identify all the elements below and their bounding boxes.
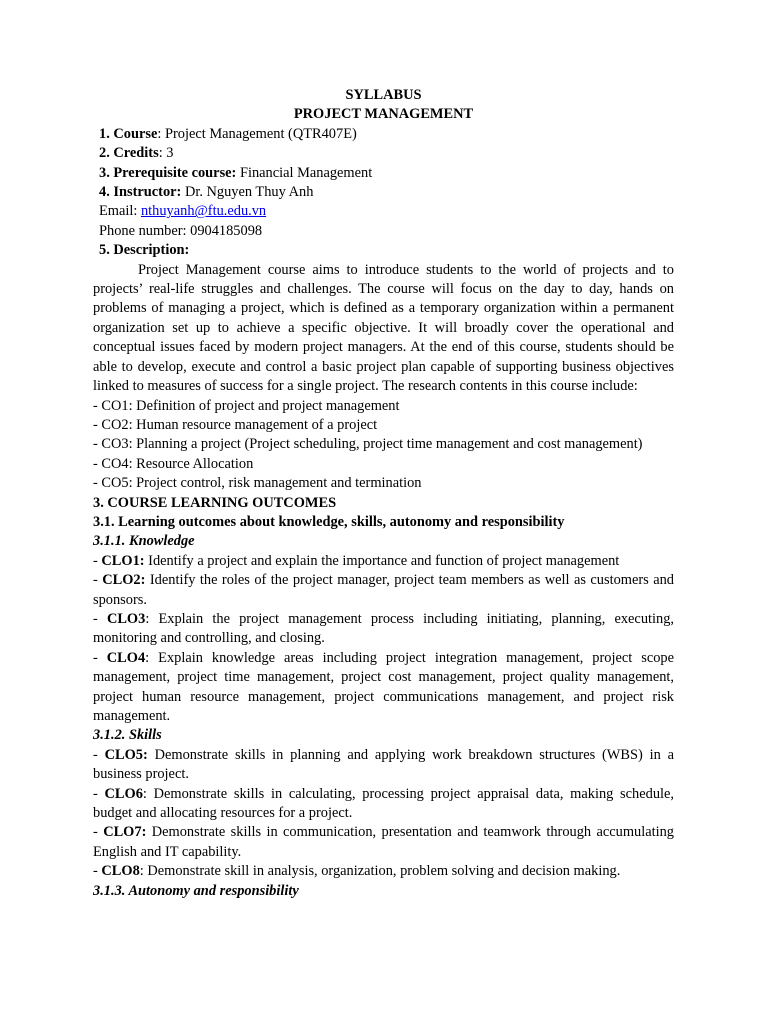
clo-prefix: - [93, 785, 105, 802]
email-link[interactable]: nthuyanh@ftu.edu.vn [140, 203, 267, 220]
clo-item [93, 746, 674, 785]
clo-prefix: - [93, 610, 107, 627]
email-line [99, 202, 674, 221]
description-heading [99, 241, 674, 260]
section-3-heading-text: 3. COURSE LEARNING OUTCOMES [93, 494, 337, 511]
clo-text: : Demonstrate skill in analysis, organization, problem solving and decision making. [139, 863, 621, 880]
clo-text: Demonstrate skills in communication, presentation and teamwork through accumulating English and IT capability. [93, 824, 675, 860]
description-paragraph: Project Management course aims to introduce students to the world of projects and to projects’ real-life struggles and challenges. The course will focus on the day to day, hands on problems of managing a project, which is defined as a temporary organization within a permanent organization set up to achieve a specific objective. It will broadly cover the operational and conceptual issues faced by modern project managers. At the end of this course, students should be able to develop, execute and control a basic project plan capable of supporting business objectives linked to measures of success for a single project. The research contents in this course include: [93, 261, 674, 395]
clo-prefix: - [93, 552, 102, 569]
credits-line [99, 144, 674, 163]
section-3-1-heading-text: 3.1. Learning outcomes about knowledge, skills, autonomy and responsibility [93, 513, 565, 530]
email-label: Email: [99, 203, 141, 220]
clo-item [93, 649, 674, 727]
clo-code: CLO1: [101, 552, 145, 569]
clo-code: CLO4 [106, 649, 146, 666]
clo-text: : Demonstrate skills in calculating, processing project appraisal data, making schedule, budget and allocating resources for a project. [93, 785, 674, 822]
clo-item [93, 785, 674, 824]
section-3-1-heading [93, 513, 674, 532]
course-info [93, 125, 674, 261]
clo-item [93, 571, 674, 610]
clo-code: CLO2: [102, 572, 146, 589]
clo-text: Demonstrate skills in planning and applying work breakdown structures (WBS) in a business project. [93, 746, 674, 783]
prereq-label: 3. Prerequisite course: [99, 164, 237, 181]
prereq-value: Financial Management [236, 164, 373, 181]
autonomy-heading: 3.1.3. Autonomy and responsibility [93, 882, 299, 899]
document-title: SYLLABUS [345, 87, 422, 103]
course-objective-item: - CO3: Planning a project (Project scheduling, project time management and cost management) [93, 436, 643, 453]
clo-prefix: - [93, 824, 104, 841]
course-label: 1. Course [99, 125, 158, 142]
clo-prefix: - [93, 649, 107, 666]
credits-label: 2. Credits [99, 145, 159, 162]
clo-item [93, 823, 674, 862]
description-label: 5. Description: [99, 242, 190, 259]
prereq-line [99, 164, 674, 183]
clo-code: CLO8 [101, 863, 140, 880]
course-objective-item: - CO4: Resource Allocation [93, 455, 254, 472]
instructor-label: 4. Instructor: [99, 184, 182, 201]
section-3-heading [93, 494, 674, 513]
clo-text: : Explain knowledge areas including project integration management, project scope management, project time management, project cost management, project quality management, project human resource management, project communications management, and project risk management. [93, 649, 674, 724]
phone-line: Phone number: 0904185098 [99, 222, 263, 239]
course-objective-item: - CO1: Definition of project and project management [93, 397, 400, 414]
skills-heading: 3.1.2. Skills [93, 727, 162, 744]
course-value: : Project Management (QTR407E) [157, 125, 357, 142]
document-subtitle: PROJECT MANAGEMENT [293, 106, 474, 123]
clo-code: CLO3 [106, 610, 146, 627]
clo-text: Identify the roles of the project manager, project team members as well as customers and sponsors. [93, 572, 675, 608]
course-line [99, 125, 674, 144]
clo-prefix: - [93, 572, 103, 589]
instructor-line [99, 183, 674, 202]
clo-prefix: - [93, 863, 102, 880]
clo-text: Identify a project and explain the importance and function of project management [144, 552, 620, 569]
instructor-value: Dr. Nguyen Thuy Anh [181, 184, 314, 201]
credits-value: : 3 [158, 145, 174, 162]
clo-text: : Explain the project management process including initiating, planning, executing, monitoring and controlling, and closing. [93, 610, 674, 647]
clo-item [93, 862, 674, 881]
clo-code: CLO5: [104, 746, 148, 763]
clo-prefix: - [93, 746, 105, 763]
course-objective-item: - CO5: Project control, risk management and termination [93, 475, 422, 492]
clo-item [93, 610, 674, 649]
course-objective-item: - CO2: Human resource management of a project [93, 416, 378, 433]
clo-code: CLO6 [104, 785, 143, 802]
knowledge-heading: 3.1.1. Knowledge [93, 533, 195, 550]
clo-code: CLO7: [103, 824, 147, 841]
clo-item [93, 552, 674, 571]
